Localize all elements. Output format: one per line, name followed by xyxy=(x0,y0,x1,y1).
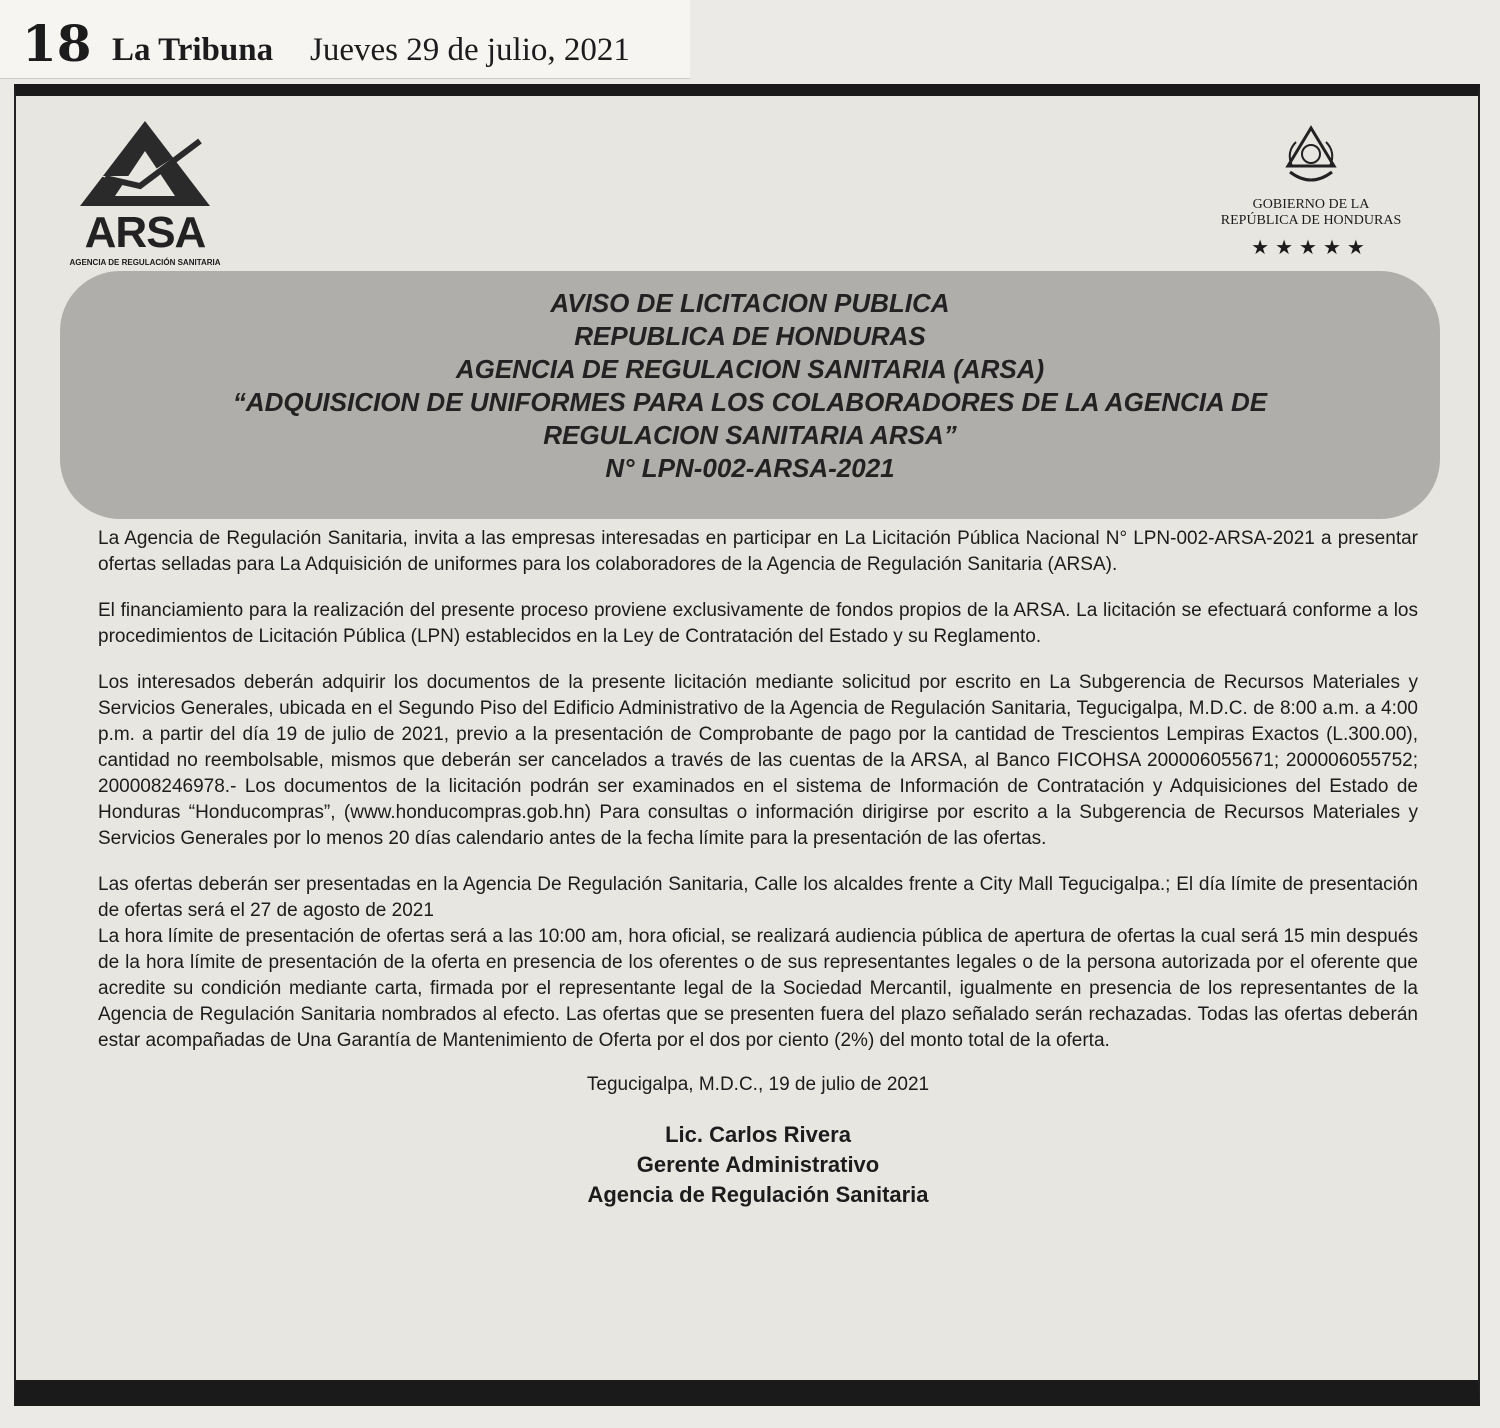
publication-date: Jueves 29 de julio, 2021 xyxy=(310,32,630,68)
paragraph-financing: El financiamiento para la realización del presente proceso proviene exclusivamente de fondos propios de la ARSA. La licitación se efectuará conforme a los procedimientos de Licitación Pública (LPN) establecidos en la Ley de Contratación del Estado y su Reglamento. xyxy=(98,600,1418,647)
title-line-3: AGENCIA DE REGULACION SANITARIA (ARSA) xyxy=(455,354,1045,384)
page-number: 18 xyxy=(22,14,92,73)
arsa-logo-subtitle: AGENCIA DE REGULACIÓN SANITARIA xyxy=(69,258,221,267)
gov-logo-line1: GOBIERNO DE LA xyxy=(1252,197,1370,212)
arsa-logo xyxy=(60,116,240,266)
paragraph-opening: La hora límite de presentación de ofertas será a las 10:00 am, hora oficial, se realizará audiencia pública de apertura de ofertas la cual será 15 min después de la hora límite de presentación de la oferta en presencia de los oferentes o de sus representantes legales o de la persona autorizada por el oferente que acredite su condición mediante carta, firmada por el representante legal de la Sociedad Mercantil, igualmente en presencia de los representantes de la Agencia de Regulación Sanitaria nombrados al efecto. Las ofertas que se presenten fuera del plazo señalado serán rechazadas. Todas las ofertas deberán estar acompañadas de Una Garantía de Mantenimiento de Oferta por el dos por ciento (2%) del monto total de la oferta. xyxy=(98,926,1418,1051)
coat-of-arms-icon xyxy=(1276,122,1346,192)
title-line-1: AVISO DE LICITACION PUBLICA xyxy=(550,288,950,318)
signatory-role: Gerente Administrativo xyxy=(636,1152,880,1177)
tender-notice xyxy=(14,84,1480,1406)
paragraph-documents: Los interesados deberán adquirir los documentos de la presente licitación mediante solicitud por escrito en La Subgerencia de Recursos Materiales y Servicios Generales, ubicada en el Segundo Piso del Edificio Administrativo de la Agencia de Regulación Sanitaria, Tegucigalpa, M.D.C. de 8:00 a.m. a 4:00 p.m. a partir del día 19 de julio de 2021, previo a la presentación de Comprobante de pago por la cantidad de Trescientos Lempiras Exactos (L.300.00), cantidad no reembolsable, mismos que deberán ser cancelados a través de las cuentas de la ARSA, al Banco FICOHSA 200006055671; 200006055752; 200008246978.- Los documentos de la licitación podrán ser examinados en el sistema de Información de Contratación y Adquisiciones del Estado de Honduras “Honducompras”, (www.honducompras.gob.hn) Para consultas o información dirigirse por escrito a la Subgerencia de Recursos Materiales y Servicios Generales por lo menos 20 días calendario antes de la fecha límite para la presentación de las ofertas. xyxy=(98,672,1418,849)
notice-title-box xyxy=(60,271,1440,519)
gov-stars-icon: ★★★★★ xyxy=(1251,237,1371,259)
signatory-organization: Agencia de Regulación Sanitaria xyxy=(587,1182,929,1207)
tender-number: N° LPN-002-ARSA-2021 xyxy=(605,453,895,483)
title-line-4: “ADQUISICION DE UNIFORMES PARA LOS COLABORADORES DE LA AGENCIA DE xyxy=(232,387,1268,417)
place-and-date: Tegucigalpa, M.D.C., 19 de julio de 2021 xyxy=(586,1074,930,1095)
title-line-2: REPUBLICA DE HONDURAS xyxy=(574,321,926,351)
arsa-triangle-icon xyxy=(60,116,230,216)
signatory-name: Lic. Carlos Rivera xyxy=(665,1122,851,1147)
gov-logo-line2: REPÚBLICA DE HONDURAS xyxy=(1220,213,1402,228)
paragraph-invitation: La Agencia de Regulación Sanitaria, invita a las empresas interesadas en participar en La Licitación Pública Nacional N° LPN-002-ARSA-2021 a presentar ofertas selladas para La Adquisición de uniformes para los colaboradores de la Agencia de Regulación Sanitaria (ARSA). xyxy=(98,528,1418,575)
arsa-logo-text: ARSA xyxy=(84,208,206,257)
notice-body xyxy=(98,526,1418,1210)
title-line-5: REGULACION SANITARIA ARSA” xyxy=(543,420,957,450)
newspaper-name: La Tribuna xyxy=(112,32,274,68)
newspaper-header xyxy=(0,0,690,79)
honduras-government-logo xyxy=(1206,122,1416,272)
paragraph-submission: Las ofertas deberán ser presentadas en la Agencia De Regulación Sanitaria, Calle los alcaldes frente a City Mall Tegucigalpa.; El día límite de presentación de ofertas será el 27 de agosto de 2021 xyxy=(98,874,1418,921)
